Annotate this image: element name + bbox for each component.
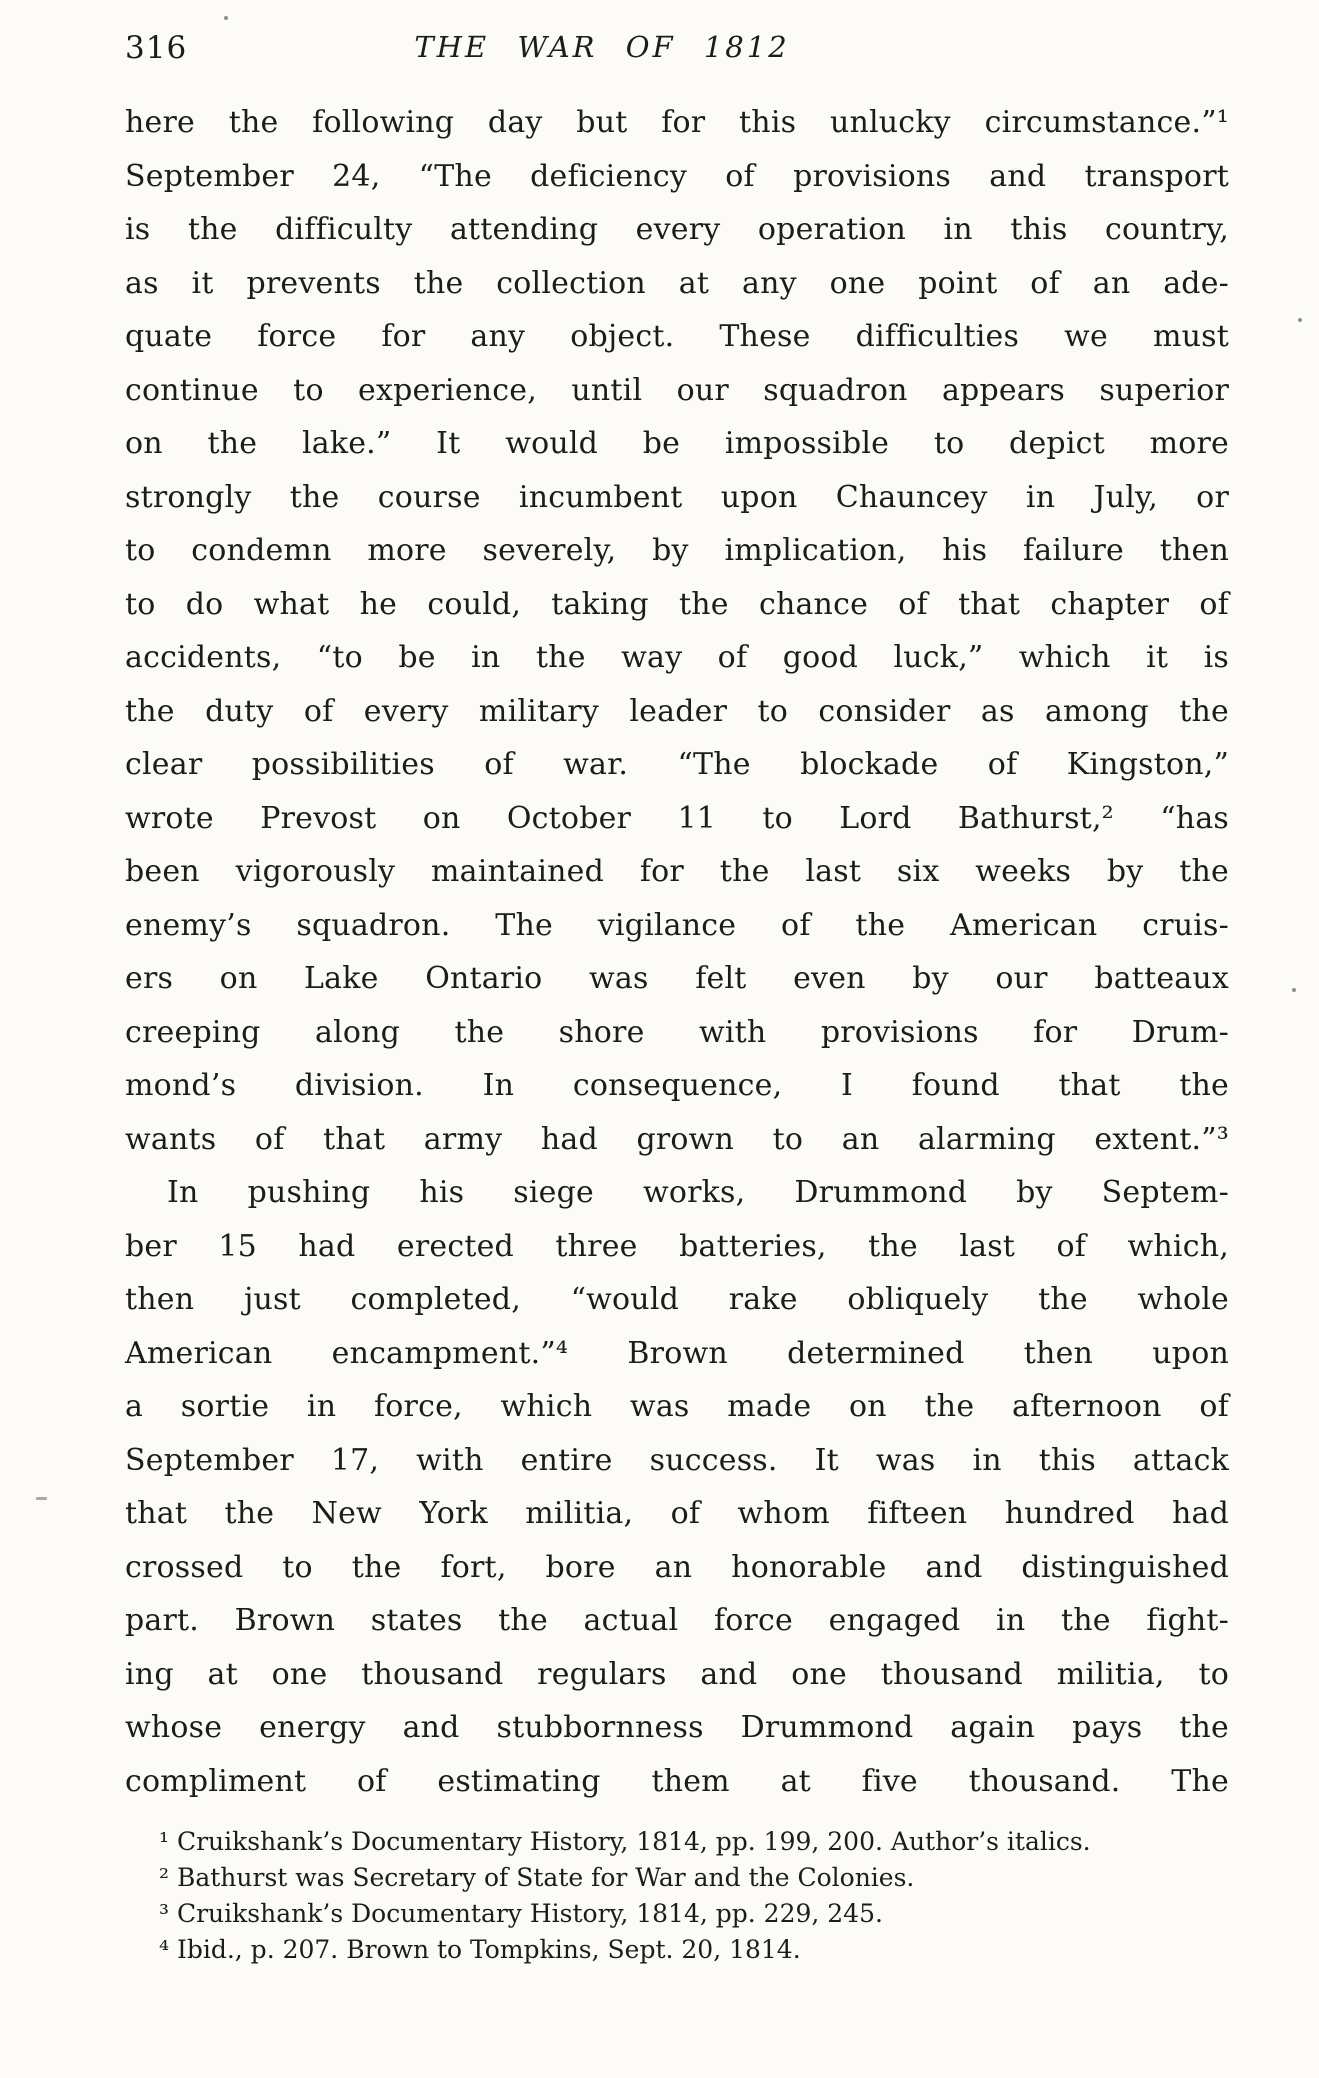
text-line: whose energy and stubbornness Drummond again pays the	[125, 1710, 1229, 1745]
paragraph	[125, 96, 1229, 1166]
text-line: September 17, with entire success. It was in this attack	[125, 1442, 1229, 1478]
page-number: 316	[125, 30, 188, 66]
text-line: In pushing his siege works, Drummond by Septem-	[167, 1175, 1229, 1210]
text-line: strongly the course incumbent upon Chauncey in July, or	[125, 479, 1229, 515]
text-line: crossed to the fort, bore an honorable and distinguished	[125, 1549, 1229, 1585]
page-header	[125, 30, 1229, 74]
text-line: wrote Prevost on October 11 to Lord Bathurst,² “has	[125, 800, 1229, 836]
text-line: as it prevents the collection at any one point of an ade-	[125, 265, 1229, 301]
text-line: here the following day but for this unlucky circumstance.”¹	[125, 105, 1229, 140]
footnote-line: ² Bathurst was Secretary of State for War and the Colonies.	[159, 1863, 915, 1892]
text-line: clear possibilities of war. “The blockade of Kingston,”	[125, 747, 1229, 782]
running-title: THE WAR OF 1812	[414, 30, 790, 64]
scan-artifact	[1298, 318, 1302, 322]
text-line: quate force for any object. These difficulties we must	[125, 319, 1229, 354]
text-line: ber 15 had erected three batteries, the last of which,	[125, 1228, 1229, 1264]
footnotes	[125, 1824, 1229, 1968]
paragraph	[125, 1166, 1229, 1808]
body-text	[125, 96, 1229, 1808]
text-line: September 24, “The deficiency of provisions and transport	[125, 158, 1229, 194]
text-line: then just completed, “would rake obliquely the whole	[125, 1282, 1229, 1317]
scan-artifact	[36, 1497, 47, 1500]
text-line: continue to experience, until our squadron appears superior	[125, 372, 1229, 408]
text-line: creeping along the shore with provisions for Drum-	[125, 1014, 1229, 1050]
text-line: compliment of estimating them at five thousand. The	[125, 1763, 1229, 1799]
text-line: on the lake.” It would be impossible to depict more	[125, 426, 1229, 461]
text-line: to do what he could, taking the chance of that chapter of	[125, 586, 1229, 622]
text-line: to condemn more severely, by implication, his failure then	[125, 533, 1229, 568]
text-line: been vigorously maintained for the last six weeks by the	[125, 854, 1229, 889]
scan-artifact	[1292, 988, 1296, 992]
text-line: ing at one thousand regulars and one thousand militia, to	[125, 1656, 1229, 1692]
text-line: the duty of every military leader to consider as among the	[125, 693, 1229, 729]
footnote-line: ⁴ Ibid., p. 207. Brown to Tompkins, Sept. 20, 1814.	[159, 1935, 801, 1964]
text-line: that the New York militia, of whom fifteen hundred had	[125, 1496, 1229, 1531]
text-line: enemy’s squadron. The vigilance of the American cruis-	[125, 907, 1229, 943]
text-line: ers on Lake Ontario was felt even by our batteaux	[125, 961, 1229, 996]
text-line: mond’s division. In consequence, I found that the	[125, 1068, 1229, 1103]
text-line: accidents, “to be in the way of good luck,” which it is	[125, 640, 1229, 675]
scan-artifact	[224, 16, 228, 20]
text-line: is the difficulty attending every operation in this country,	[125, 212, 1229, 247]
footnote-line: ³ Cruikshank’s Documentary History, 1814, pp. 229, 245.	[159, 1899, 883, 1928]
text-line: a sortie in force, which was made on the afternoon of	[125, 1389, 1229, 1424]
text-line: American encampment.”⁴ Brown determined then upon	[125, 1335, 1229, 1371]
text-line: part. Brown states the actual force engaged in the fight-	[125, 1603, 1229, 1638]
footnote-line: ¹ Cruikshank’s Documentary History, 1814, pp. 199, 200. Author’s italics.	[159, 1827, 1091, 1856]
text-line: wants of that army had grown to an alarming extent.”³	[125, 1121, 1229, 1157]
